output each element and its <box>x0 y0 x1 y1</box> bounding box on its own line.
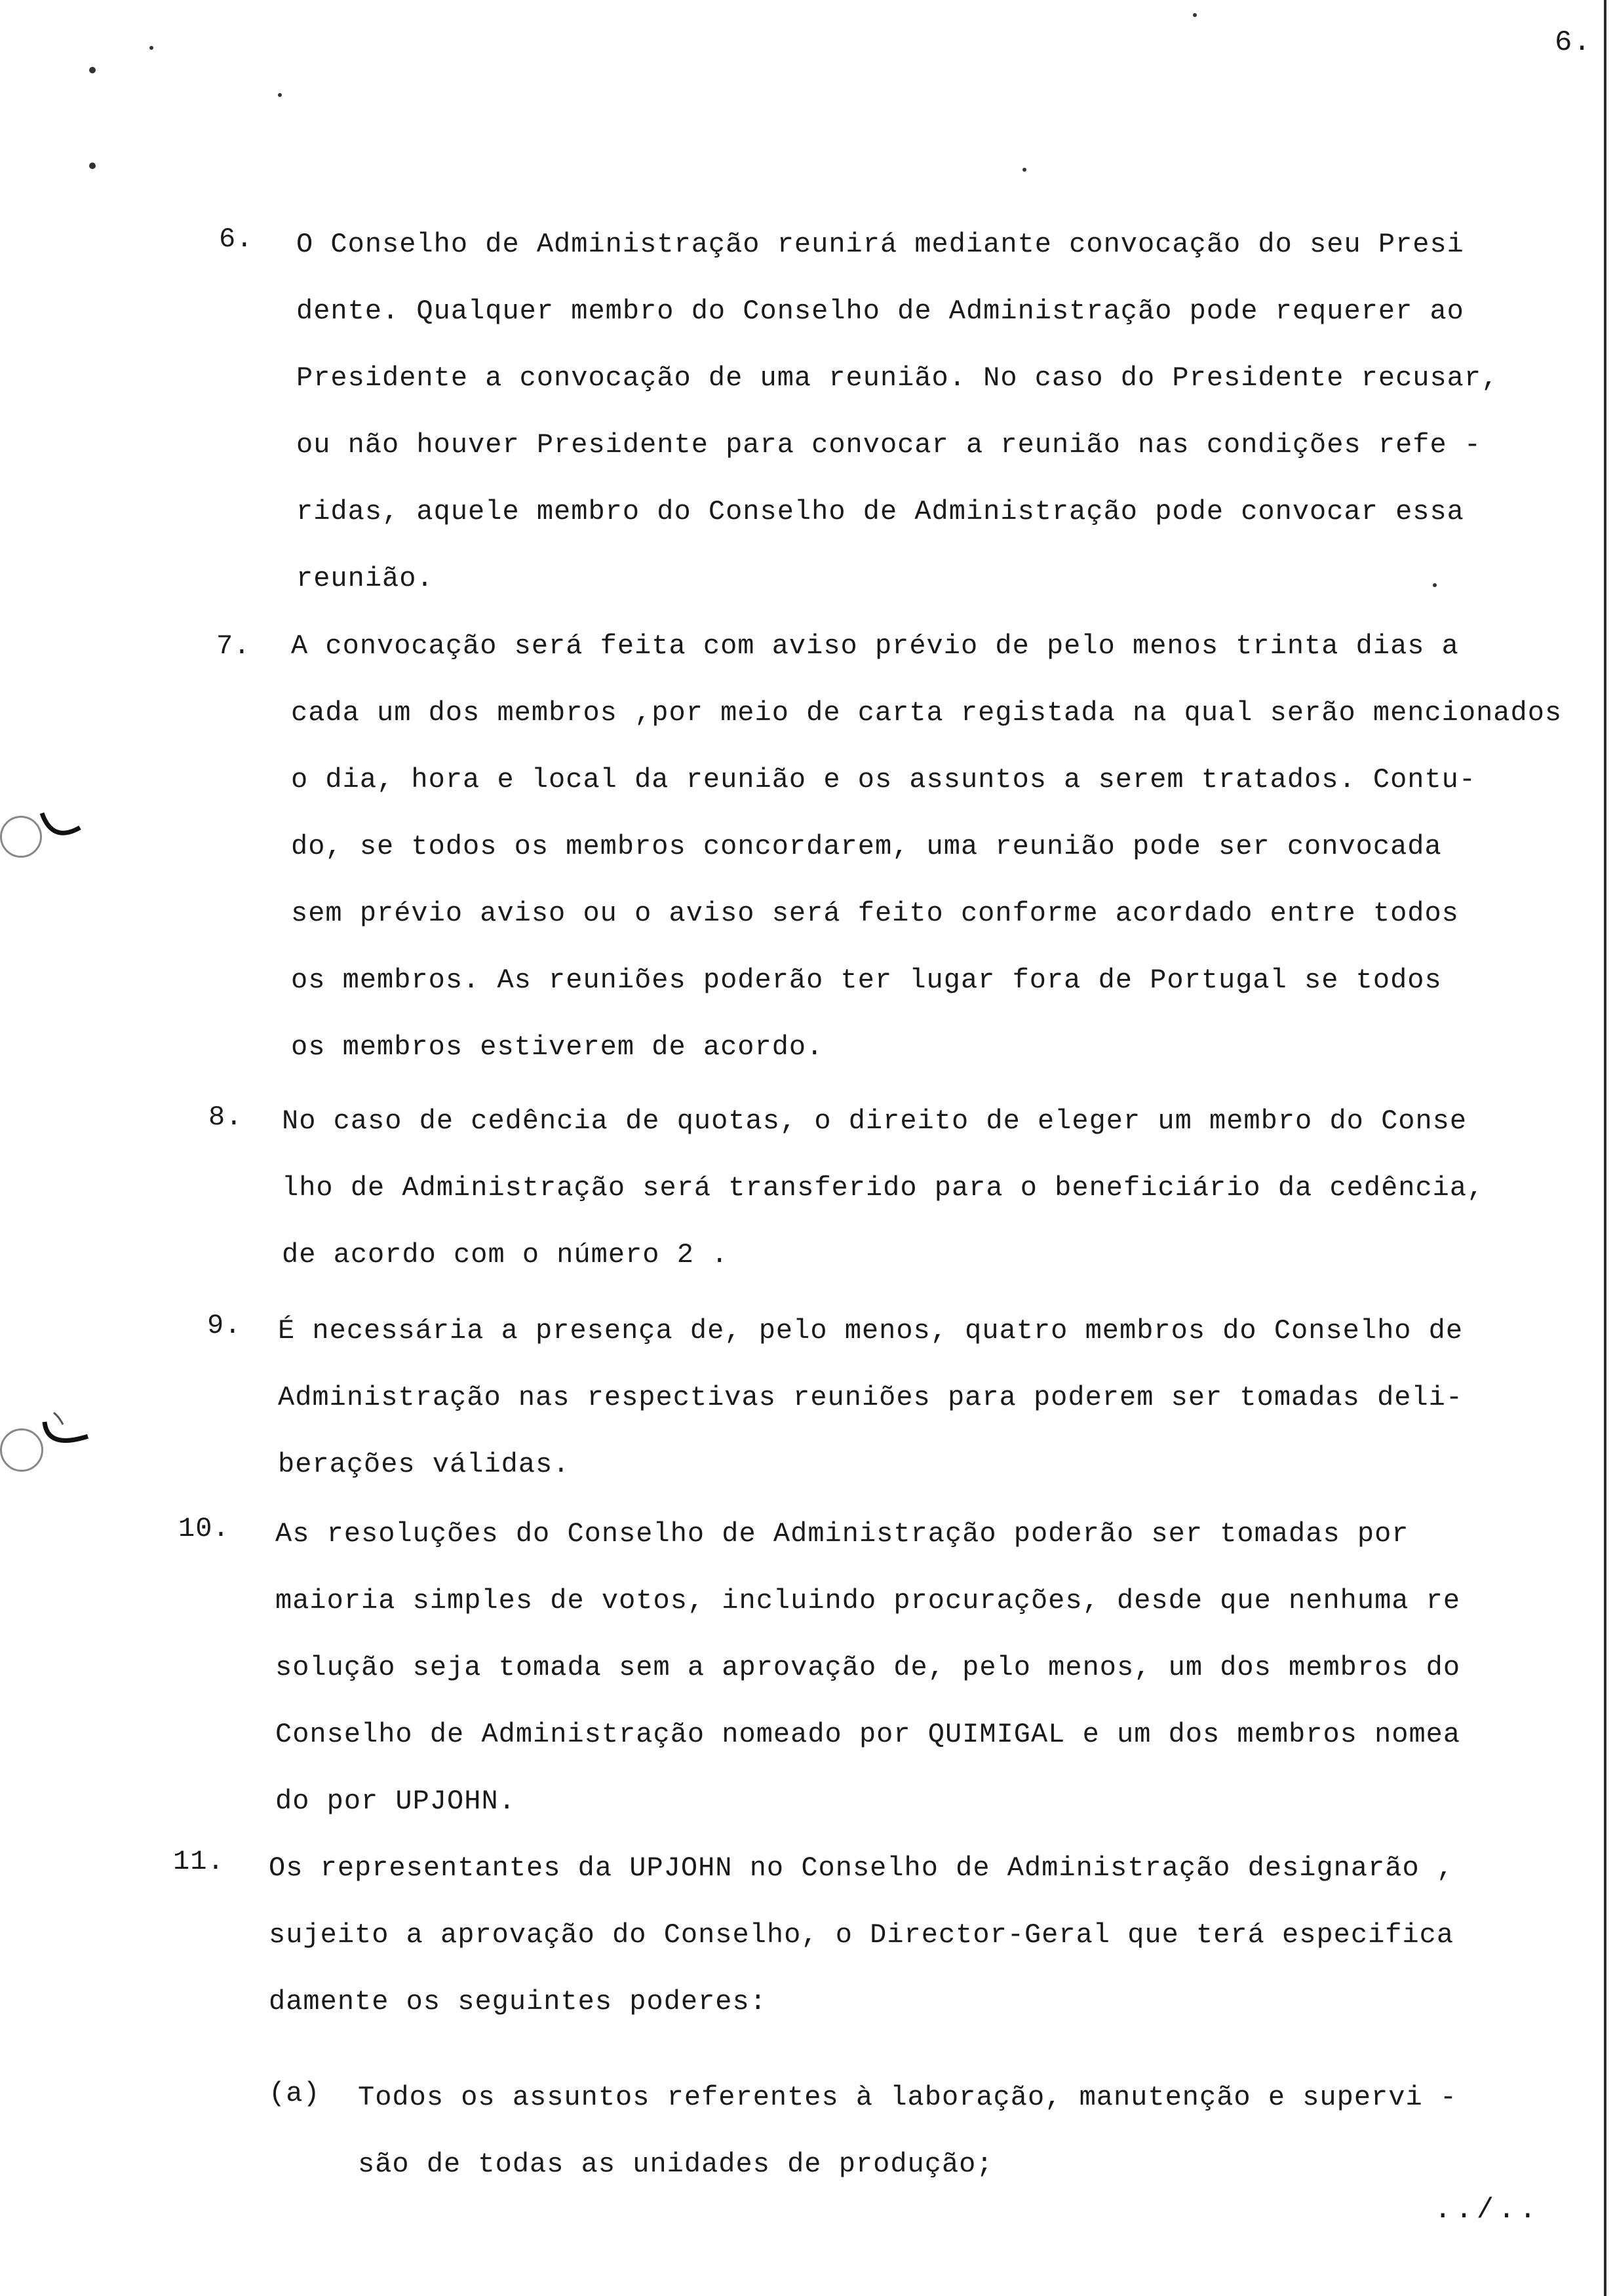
clause-line: Administração nas respectivas reuniões para poderem ser tomadas deli- <box>278 1382 1464 1413</box>
continuation-mark: ../.. <box>1434 2194 1541 2227</box>
binder-curve-mark <box>41 1409 93 1461</box>
scan-speck <box>278 93 282 97</box>
scan-speck <box>89 163 96 169</box>
clause-number: 9. <box>207 1310 242 1341</box>
clause-number: 6. <box>219 223 254 255</box>
clause-line: Conselho de Administração nomeado por QUIMIGAL e um dos membros nomea <box>275 1719 1461 1750</box>
scan-speck <box>1193 13 1197 17</box>
clause-line: As resoluções do Conselho de Administração poderão ser tomadas por <box>275 1518 1409 1550</box>
clause-line: os membros. As reuniões poderão ter lugar fora de Portugal se todos <box>291 965 1442 996</box>
clause-line: do por UPJOHN. <box>275 1786 516 1817</box>
clause-line: ou não houver Presidente para convocar a reunião nas condições refe - <box>296 429 1482 461</box>
clause-line: damente os seguintes poderes: <box>269 1986 767 2018</box>
clause-line: reunião. <box>296 563 434 594</box>
clause-line: A convocação será feita com aviso prévio de pelo menos trinta dias a <box>291 630 1459 662</box>
clause-line: cada um dos membros ,por meio de carta registada na qual serão mencionados <box>291 697 1563 729</box>
clause-number: 10. <box>178 1513 230 1544</box>
clause-6 <box>219 211 1499 612</box>
clause-line: berações válidas. <box>278 1449 570 1480</box>
subclause-label: (a) <box>269 2078 321 2109</box>
clause-line: Os representantes da UPJOHN no Conselho de Administração designarão , <box>269 1852 1454 1884</box>
clause-number: 8. <box>208 1101 243 1133</box>
clause-line: sem prévio aviso ou o aviso será feito conforme acordado entre todos <box>291 898 1459 929</box>
clause-9 <box>207 1297 1464 1498</box>
clause-line: o dia, hora e local da reunião e os assuntos a serem tratados. Contu- <box>291 764 1477 795</box>
clause-line: os membros estiverem de acordo. <box>291 1031 824 1063</box>
punch-hole-mark <box>0 816 42 858</box>
clause-line: sujeito a aprovação do Conselho, o Director-Geral que terá especifica <box>269 1919 1454 1951</box>
scan-speck <box>149 46 153 50</box>
scan-speck <box>89 67 96 73</box>
clause-8 <box>208 1088 1485 1288</box>
subclause-line: Todos os assuntos referentes à laboração, manutenção e supervi - <box>358 2082 1458 2113</box>
scan-speck <box>1433 583 1437 587</box>
clause-line: maioria simples de votos, incluindo procurações, desde que nenhuma re <box>275 1585 1461 1617</box>
clause-11 <box>173 1835 1454 2035</box>
punch-hole-mark <box>0 1428 43 1472</box>
clause-line: solução seja tomada sem a aprovação de, pelo menos, um dos membros do <box>275 1652 1461 1683</box>
subclause-a <box>269 2064 1458 2198</box>
clause-line: lho de Administração será transferido para o beneficiário da cedência, <box>282 1172 1485 1204</box>
clause-10 <box>178 1501 1461 1835</box>
page-right-edge <box>1604 0 1606 2296</box>
scan-speck <box>1022 168 1026 172</box>
clause-line: Presidente a convocação de uma reunião. No caso do Presidente recusar, <box>296 362 1499 394</box>
clause-number: 7. <box>216 630 251 662</box>
clause-7 <box>216 613 1563 1081</box>
clause-line: dente. Qualquer membro do Conselho de Administração pode requerer ao <box>296 296 1464 327</box>
clause-line: ridas, aquele membro do Conselho de Administração pode convocar essa <box>296 496 1464 527</box>
binder-curve-mark <box>39 809 85 849</box>
page-number: 6. <box>1555 26 1592 59</box>
clause-number: 11. <box>173 1846 225 1877</box>
clause-line: do, se todos os membros concordarem, uma reunião pode ser convocada <box>291 831 1442 862</box>
clause-line: de acordo com o número 2 . <box>282 1239 729 1271</box>
clause-line: No caso de cedência de quotas, o direito de eleger um membro do Conse <box>282 1105 1468 1137</box>
subclause-line: são de todas as unidades de produção; <box>358 2149 994 2180</box>
clause-line: O Conselho de Administração reunirá mediante convocação do seu Presi <box>296 229 1464 260</box>
clause-line: É necessária a presença de, pelo menos, quatro membros do Conselho de <box>278 1315 1464 1347</box>
